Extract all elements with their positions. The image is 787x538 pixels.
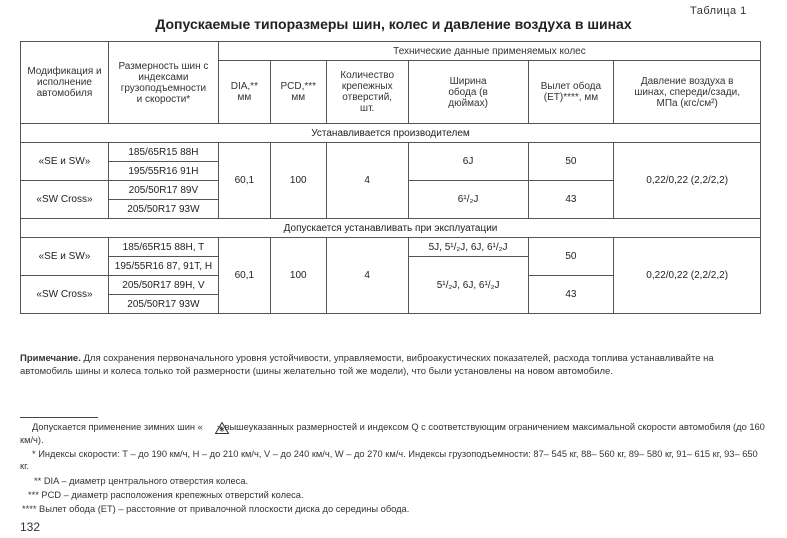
tire-size-cell: 205/50R17 93W xyxy=(108,200,218,219)
holes-cell: 4 xyxy=(326,238,408,314)
page-number: 132 xyxy=(20,520,41,534)
tire-table xyxy=(20,41,761,314)
tire-size-cell: 205/50R17 89V xyxy=(108,181,218,200)
header-holes: Количество крепежных отверстий, шт. xyxy=(326,61,408,124)
rim-width-cell: 5¹/₂J, 6J, 6¹/₂J xyxy=(408,257,528,314)
footnote-winter-before: Допускается применение зимних шин « xyxy=(32,422,203,432)
footnote-divider xyxy=(20,417,98,418)
dia-cell: 60,1 xyxy=(218,238,270,314)
header-rim-width: Ширина обода (в дюймах) xyxy=(408,61,528,124)
footnote-dia: ** DIA – диаметр центрального отверстия колеса. xyxy=(34,476,249,486)
model-cell: «SE и SW» xyxy=(21,238,109,276)
footnote-winter-after: » вышеуказанных размерностей и индексом Q с соответствующим ограничением максимальной скорости автомобиля (до 160 км/ч). xyxy=(20,422,765,445)
rim-width-cell: 6¹/₂J xyxy=(408,181,528,219)
header-dia: DIA,** мм xyxy=(218,61,270,124)
offset-cell: 43 xyxy=(528,181,614,219)
header-modification: Модификация и исполнение автомобиля xyxy=(21,42,109,124)
model-cell: «SW Cross» xyxy=(21,276,109,314)
pcd-cell: 100 xyxy=(270,238,326,314)
section-title: Допускается устанавливать при эксплуатации xyxy=(21,219,761,238)
tire-size-cell: 205/50R17 89H, V xyxy=(108,276,218,295)
holes-cell: 4 xyxy=(326,143,408,219)
section-title: Устанавливается производителем xyxy=(21,124,761,143)
note-text: Для сохранения первоначального уровня устойчивости, управляемости, виброакустических показателей, расхода топлива устанавливайте на автомобиль шины и колеса только той размерности (шины желательно той же модели), что были установлены на новом автомобиле. xyxy=(20,353,714,377)
footnote-winter xyxy=(20,421,765,446)
footnote-speed: * Индексы скорости: Т – до 190 км/ч, Н – до 210 км/ч, V – до 240 км/ч, W – до 270 км/ч. Индексы грузоподъемности: 87– 545 кг, 88– 560 кг, 89– 580 кг, 91– 615 кг, 93– 650 кг. xyxy=(20,449,758,471)
rim-width-cell: 6J xyxy=(408,143,528,181)
offset-cell: 50 xyxy=(528,238,614,276)
tire-size-cell: 185/65R15 88H, T xyxy=(108,238,218,257)
header-tire-size: Размерность шин с индексами грузоподъемности и скорости* xyxy=(108,42,218,124)
tire-size-cell: 185/65R15 88H xyxy=(108,143,218,162)
header-tech-data: Технические данные применяемых колес xyxy=(218,42,760,61)
model-cell: «SE и SW» xyxy=(21,143,109,181)
pcd-cell: 100 xyxy=(270,143,326,219)
footnote-et: **** Вылет обода (ET) – расстояние от привалочной плоскости диска до середины обода. xyxy=(22,504,410,514)
rim-width-cell: 5J, 5¹/₂J, 6J, 6¹/₂J xyxy=(408,238,528,257)
model-cell: «SW Cross» xyxy=(21,181,109,219)
offset-cell: 43 xyxy=(528,276,614,314)
tire-size-cell: 195/55R16 87, 91T, H xyxy=(108,257,218,276)
snowflake-mountain-icon xyxy=(203,422,217,434)
table-label: Таблица 1 xyxy=(690,5,747,17)
header-offset: Вылет обода (ЕТ)****, мм xyxy=(528,61,614,124)
header-pressure: Давление воздуха в шинах, спереди/сзади, МПа (кгс/см²) xyxy=(614,61,761,124)
footnote-pcd: *** PCD – диаметр расположения крепежных отверстий колеса. xyxy=(28,490,304,500)
offset-cell: 50 xyxy=(528,143,614,181)
tire-size-cell: 205/50R17 93W xyxy=(108,295,218,314)
tire-size-cell: 195/55R16 91H xyxy=(108,162,218,181)
page-title: Допускаемые типоразмеры шин, колес и давление воздуха в шинах xyxy=(155,16,632,32)
note-label: Примечание. xyxy=(20,353,81,364)
note xyxy=(20,352,765,378)
pressure-cell: 0,22/0,22 (2,2/2,2) xyxy=(614,238,761,314)
dia-cell: 60,1 xyxy=(218,143,270,219)
pressure-cell: 0,22/0,22 (2,2/2,2) xyxy=(614,143,761,219)
header-pcd: PCD,*** мм xyxy=(270,61,326,124)
